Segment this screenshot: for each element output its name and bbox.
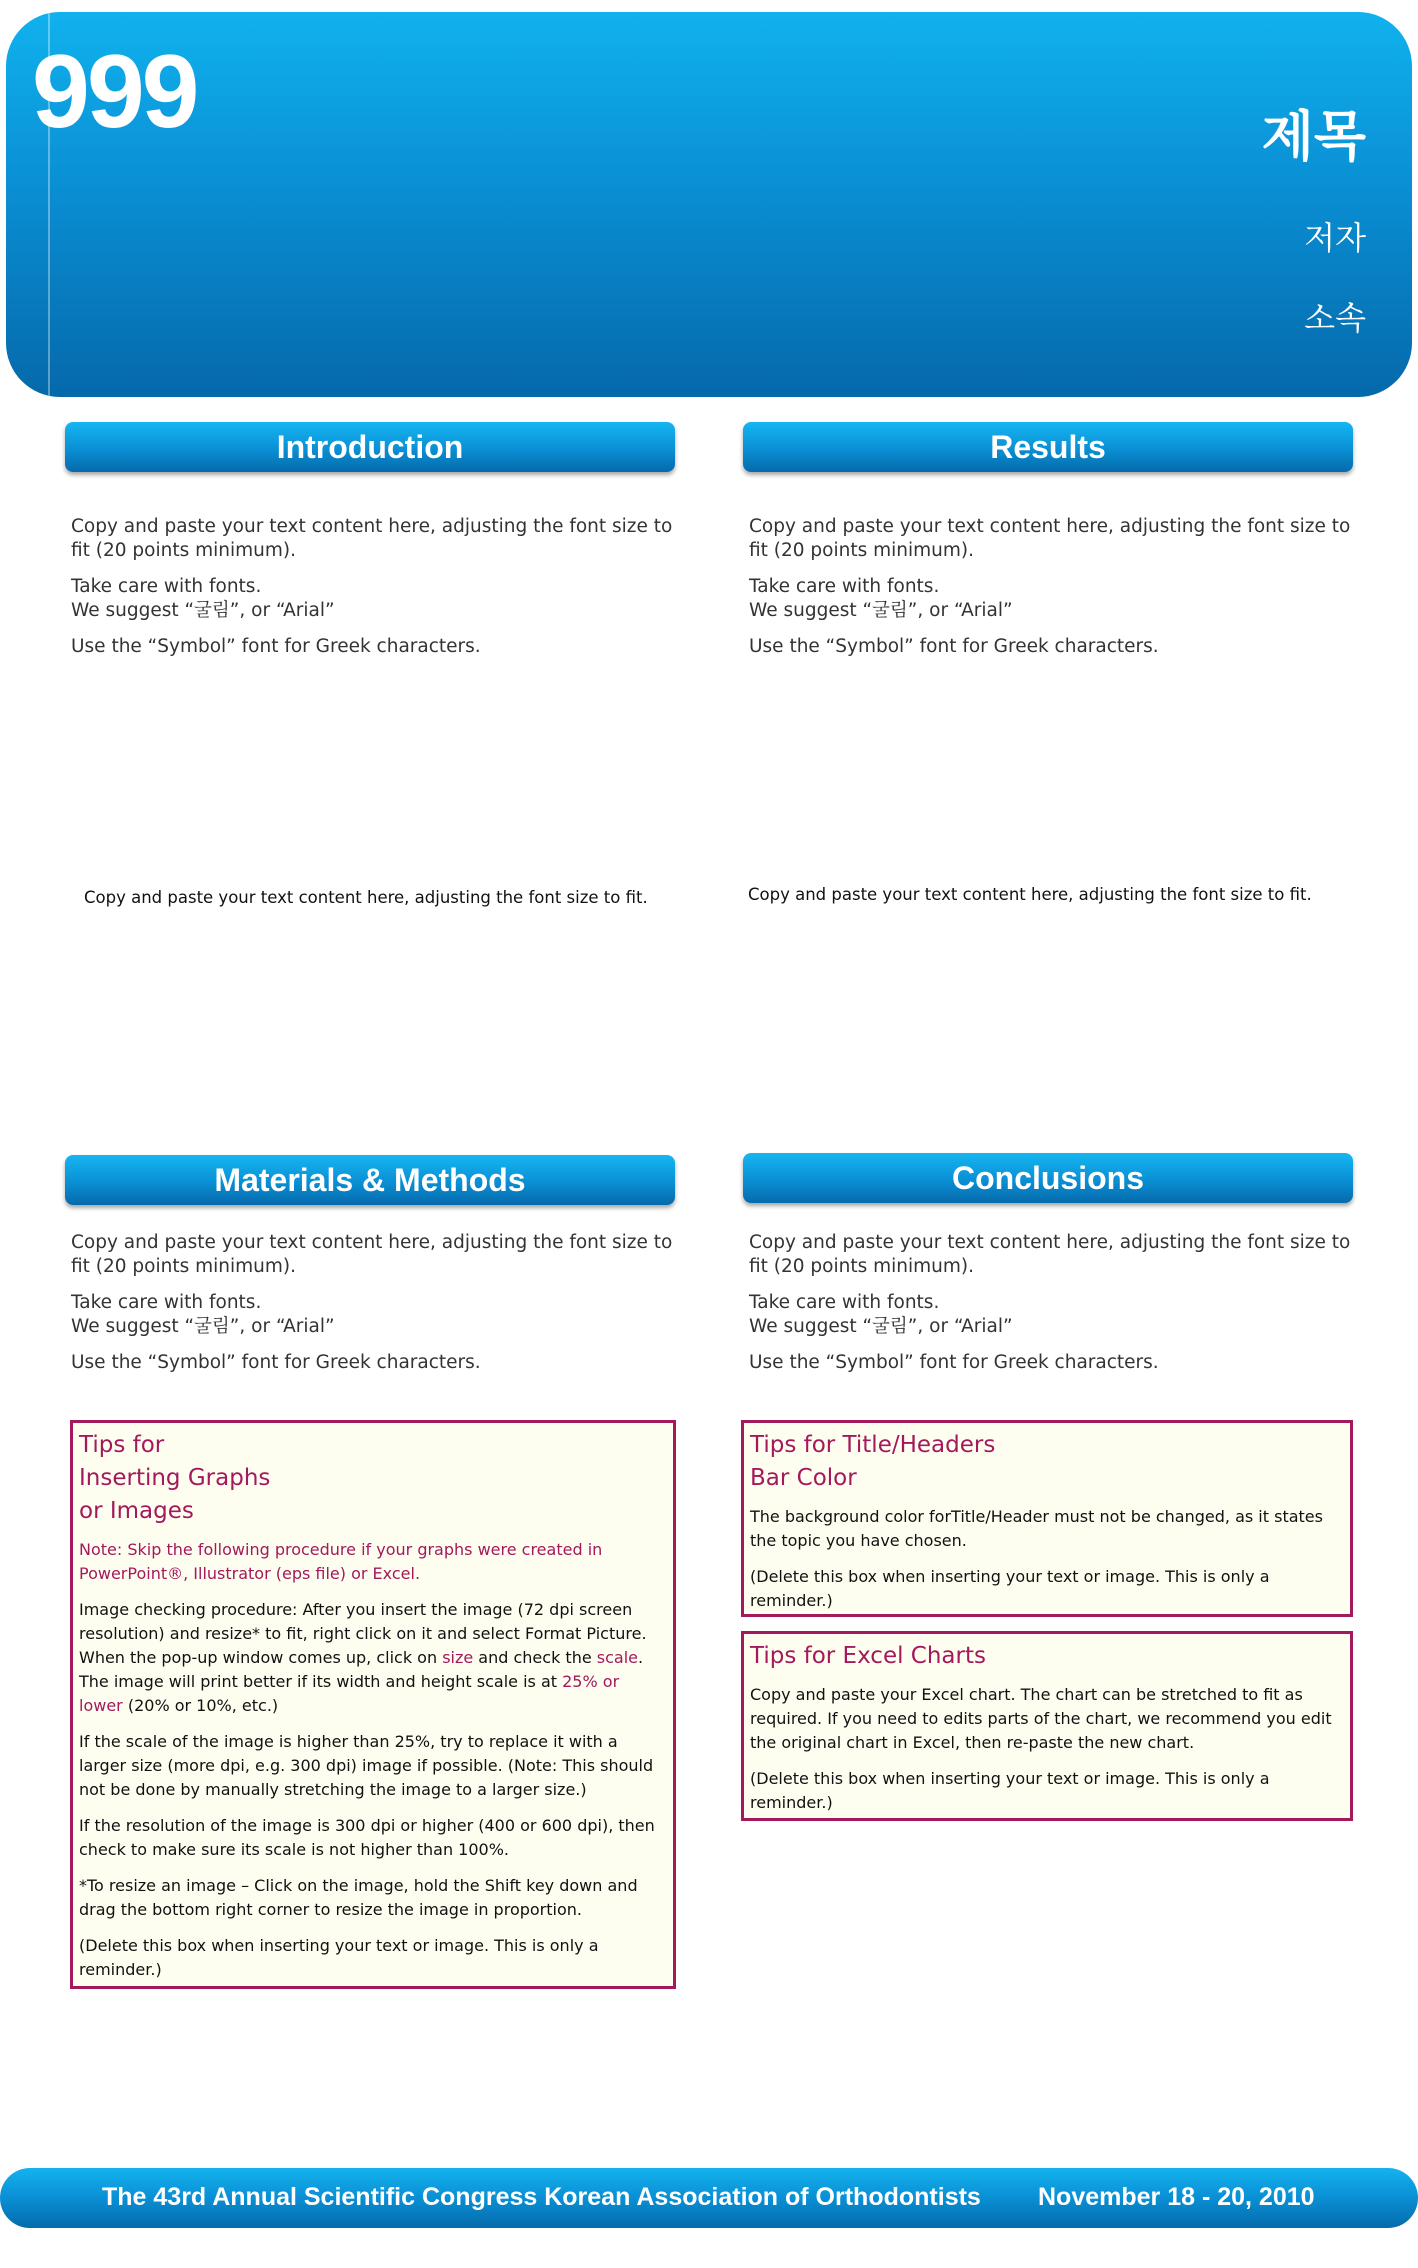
procedure-scale-highlight: scale	[596, 1648, 638, 1667]
tips-graphs-resize-note: *To resize an image – Click on the image, hold the Shift key down and drag the bottom right corner to resize the image in proportion.	[79, 1876, 638, 1919]
tips-excel-text: Copy and paste your Excel chart. The chart can be stretched to fit as required. If you need to edits parts of the chart, we recommend you edit the original chart in Excel, then re-paste the new chart.	[750, 1685, 1332, 1752]
results-line-2: Take care with fonts.	[749, 576, 940, 597]
introduction-text	[71, 515, 681, 671]
procedure-text-a: Image checking procedure: After you insert the image (72 dpi screen resolution) and resize* to fit, right click on it and select Format Picture. When the pop-up window comes up, click on	[79, 1600, 647, 1667]
poster-footer	[0, 2168, 1418, 2228]
conclusions-line-3: We suggest “굴림”, or “Arial”	[749, 1316, 1013, 1337]
methods-line-1: Copy and paste your text content here, adjusting the font size to fit (20 points minimum).	[71, 1232, 673, 1277]
tips-excel-reminder: (Delete this box when inserting your text or image. This is only a reminder.)	[750, 1769, 1270, 1812]
poster-author: 저자	[1304, 219, 1366, 257]
procedure-text-d: (20% or 10%, etc.)	[122, 1696, 279, 1715]
intro-line-1: Copy and paste your text content here, adjusting the font size to fit (20 points minimum).	[71, 516, 673, 561]
intro-line-4: Use the “Symbol” font for Greek characters.	[71, 636, 481, 657]
results-line-4: Use the “Symbol” font for Greek characters.	[749, 636, 1159, 657]
tips-title-text: The background color forTitle/Header must not be changed, as it states the topic you have chosen.	[750, 1507, 1323, 1550]
results-line-1: Copy and paste your text content here, adjusting the font size to fit (20 points minimum).	[749, 516, 1351, 561]
procedure-size-highlight: size	[442, 1648, 474, 1667]
conclusions-line-2: Take care with fonts.	[749, 1292, 940, 1313]
tips-graphs-note: Note: Skip the following procedure if your graphs were created in PowerPoint®, Illustrator (eps file) or Excel.	[79, 1540, 603, 1583]
methods-line-4: Use the “Symbol” font for Greek characters.	[71, 1352, 481, 1373]
tips-graphs-reminder: (Delete this box when inserting your text or image. This is only a reminder.)	[79, 1936, 599, 1979]
procedure-text-c: . The image will print better if its width and height scale is at	[79, 1648, 644, 1691]
intro-line-2: Take care with fonts.	[71, 576, 262, 597]
conclusions-line-4: Use the “Symbol” font for Greek characters.	[749, 1352, 1159, 1373]
tips-graphs-box	[70, 1420, 676, 1989]
tips-graphs-resolution-note: If the resolution of the image is 300 dpi or higher (400 or 600 dpi), then check to make sure its scale is not higher than 100%.	[79, 1816, 655, 1859]
results-text	[749, 515, 1359, 671]
conference-name: The 43rd Annual Scientific Congress Korean Association of Orthodontists	[102, 2183, 981, 2211]
introduction-caption: Copy and paste your text content here, adjusting the font size to fit.	[84, 888, 648, 907]
conclusions-line-1: Copy and paste your text content here, adjusting the font size to fit (20 points minimum).	[749, 1232, 1351, 1277]
results-line-3: We suggest “굴림”, or “Arial”	[749, 600, 1013, 621]
tips-excel-box	[741, 1631, 1353, 1821]
poster-title: 제목	[1261, 105, 1366, 168]
conclusions-text	[749, 1231, 1359, 1387]
tips-graphs-title: Tips for Inserting Graphs or Images	[79, 1432, 271, 1524]
tips-title-reminder: (Delete this box when inserting your text or image. This is only a reminder.)	[750, 1567, 1270, 1610]
conference-date: November 18 - 20, 2010	[1038, 2183, 1315, 2211]
results-caption: Copy and paste your text content here, adjusting the font size to fit.	[748, 885, 1312, 904]
methods-line-2: Take care with fonts.	[71, 1292, 262, 1313]
tips-excel-title: Tips for Excel Charts	[750, 1643, 986, 1669]
methods-text	[71, 1231, 681, 1387]
tips-title-box	[741, 1420, 1353, 1617]
tips-graphs-procedure	[79, 1598, 667, 1718]
intro-line-3: We suggest “굴림”, or “Arial”	[71, 600, 335, 621]
conclusions-heading: Conclusions	[743, 1153, 1353, 1203]
results-heading: Results	[743, 422, 1353, 472]
tips-graphs-scale-note: If the scale of the image is higher than 25%, try to replace it with a larger size (more dpi, e.g. 300 dpi) image if possible. (Note: This should not be done by manually stretching the image to a larger size.)	[79, 1732, 654, 1799]
methods-heading: Materials & Methods	[65, 1155, 675, 1205]
tips-title-title: Tips for Title/Headers Bar Color	[750, 1432, 996, 1491]
poster-affiliation: 소속	[1304, 299, 1366, 337]
methods-line-3: We suggest “굴림”, or “Arial”	[71, 1316, 335, 1337]
poster-header	[6, 12, 1412, 397]
poster-number: 999	[32, 34, 197, 150]
procedure-text-b: and check the	[473, 1648, 597, 1667]
introduction-heading: Introduction	[65, 422, 675, 472]
procedure-percent-highlight: 25% or lower	[79, 1672, 620, 1715]
